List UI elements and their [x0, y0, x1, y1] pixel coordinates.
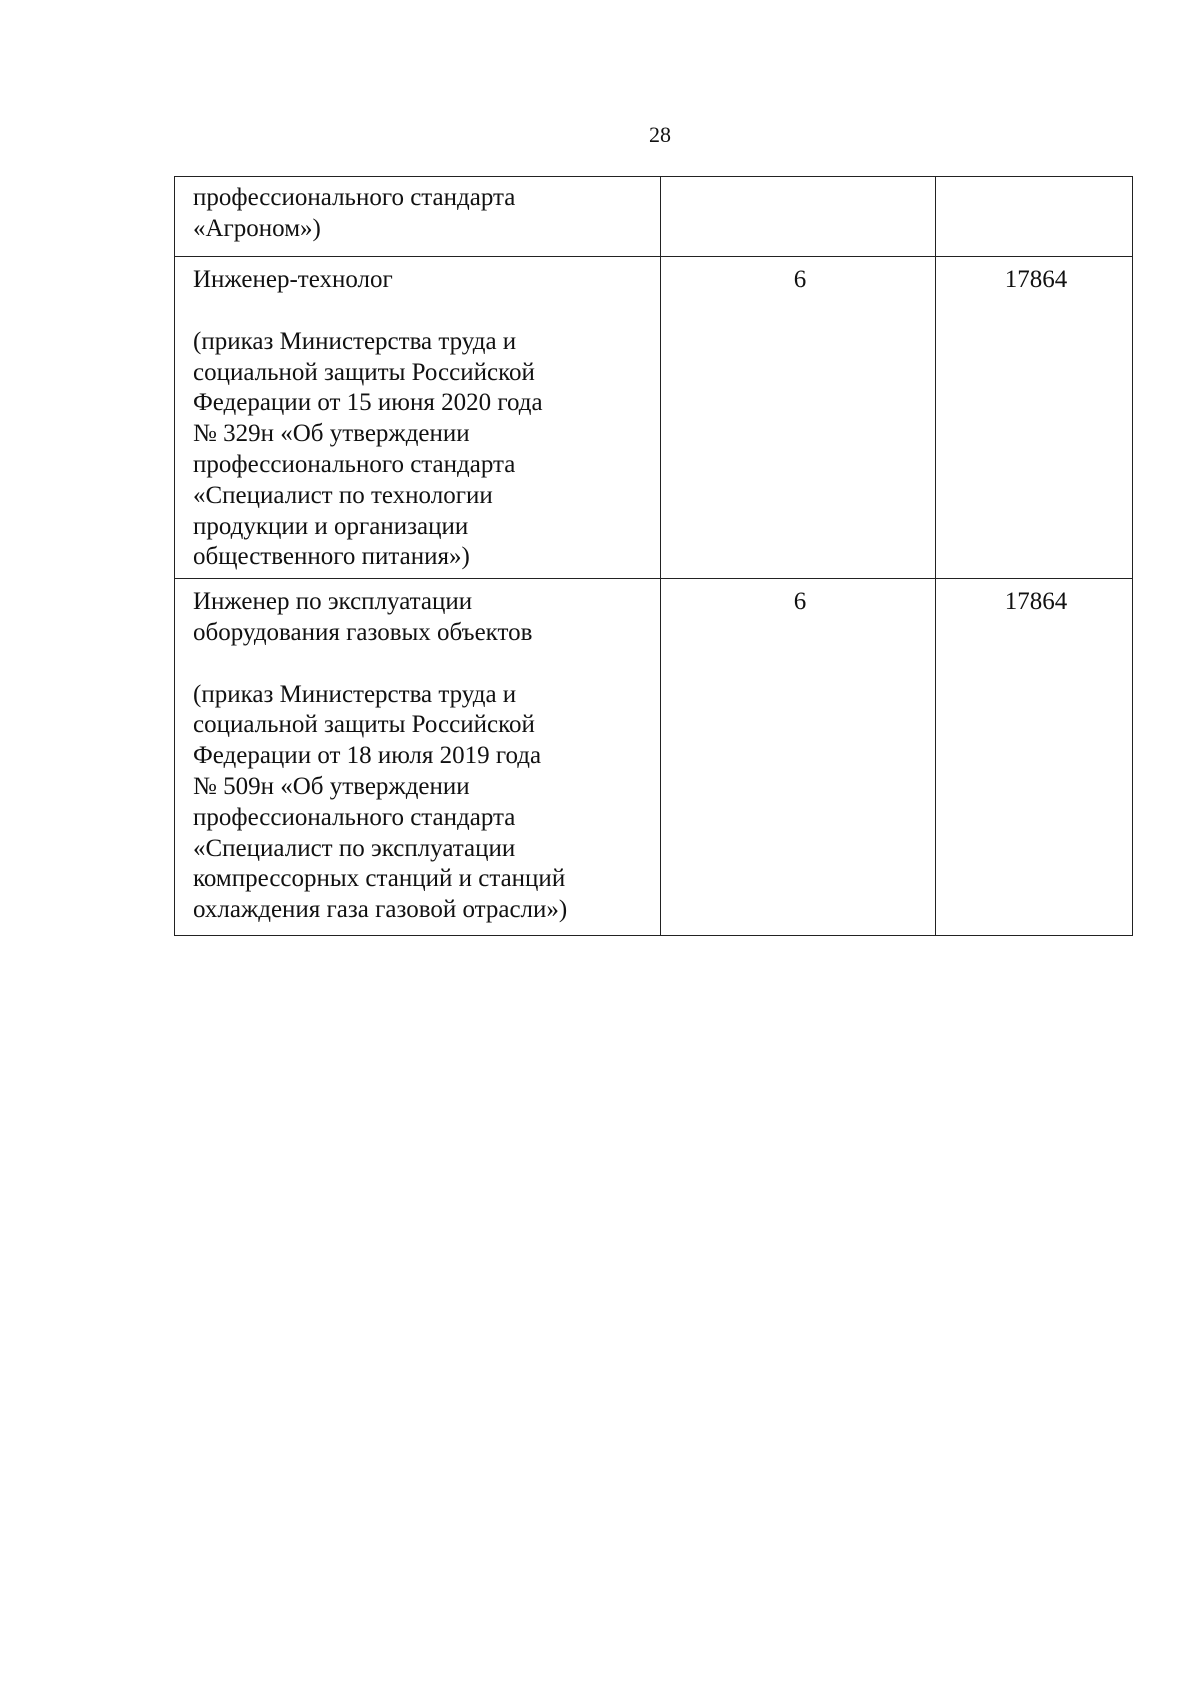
table-row [175, 177, 1133, 257]
table-row [175, 257, 1133, 579]
qualification-level-cell: 6 [661, 257, 936, 579]
order-reference: профессионального стандарта «Агроном») [193, 184, 516, 242]
profession-title: Инженер по эксплуатации оборудования газовых объектов [193, 588, 533, 646]
page-number: 28 [649, 122, 671, 147]
amount-cell [936, 177, 1133, 257]
amount-cell: 17864 [936, 579, 1133, 936]
qualification-level-cell: 6 [661, 579, 936, 936]
order-reference: (приказ Министерства труда и социальной защиты Российской Федерации от 18 июля 2019 года № 509н «Об утверждении профессионального стандарта «Специалист по эксплуатации компрессорных станций и станций охлаждения газа газовой отрасли») [193, 680, 568, 924]
profession-title: Инженер-технолог [193, 266, 393, 293]
table-row [175, 579, 1133, 936]
amount-cell: 17864 [936, 257, 1133, 579]
profession-cell [175, 579, 661, 936]
qualification-level-cell [661, 177, 936, 257]
profession-cell [175, 177, 661, 257]
order-reference: (приказ Министерства труда и социальной защиты Российской Федерации от 15 июня 2020 года № 329н «Об утверждении профессионального стандарта «Специалист по технологии продукции и организации общественного питания») [193, 327, 543, 571]
professions-table [174, 176, 1133, 936]
profession-cell [175, 257, 661, 579]
